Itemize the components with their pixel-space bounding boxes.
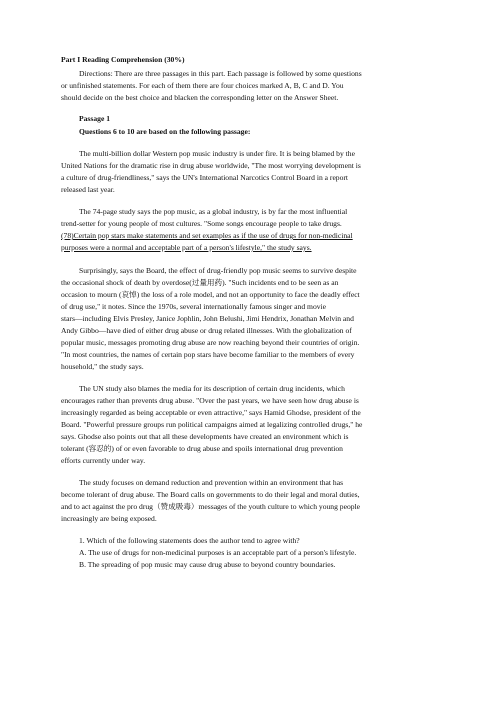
answer-option-b: B. The spreading of pop music may cause drug abuse to beyond country boundaries. (79, 560, 336, 569)
paragraph-line: "In most countries, the names of certain pop stars have become familiar to the members of every (61, 350, 355, 359)
paragraph-line: The 74-page study says the pop music, as a global industry, is by far the most influential (79, 207, 348, 216)
paragraph-line: Board. "Powerful pressure groups run political campaigns aimed at legalizing controlled drugs," he (61, 420, 363, 429)
paragraph-line: popular music, messages promoting drug abuse are now reaching beyond their countries of origin. (61, 338, 360, 347)
paragraph-line: Andy Gibbo—have died of either drug abuse or drug related illnesses. With the globalization of (61, 326, 352, 335)
paragraph-line: United Nations for the dramatic rise in drug abuse worldwide, "The most worrying development is (61, 161, 361, 170)
paragraph-line: a culture of drug-friendliness," says the UN's International Narcotics Control Board in a report (61, 173, 349, 182)
paragraph-line: of drug use," it notes. Since the 1970s, several internationally famous singer and movie (61, 302, 327, 311)
passage-title: Passage 1 (79, 114, 111, 123)
directions-line: or unfinished statements. For each of them there are four choices marked A, B, C and D. You (61, 81, 344, 90)
question-text: 1. Which of the following statements does the author tend to agree with? (79, 536, 300, 545)
paragraph-line: The UN study also blames the media for its description of certain drug incidents, which (79, 384, 345, 393)
paragraph-line: encourages rather than prevents drug abuse. "Over the past years, we have seen how drug abuse is (61, 396, 359, 405)
paragraph-line: become tolerant of drug abuse. The Board calls on governments to do their legal and moral duties, (61, 490, 360, 499)
questions-range: Questions 6 to 10 are based on the following passage: (79, 127, 251, 136)
underlined-sentence-line: (78)Certain pop stars make statements and set examples as if the use of drugs for non-medicinal (61, 231, 353, 240)
answer-option-a: A. The use of drugs for non-medicinal purposes is an acceptable part of a person's lifestyle. (79, 548, 357, 557)
paragraph-line: released last year. (61, 185, 115, 194)
paragraph-line: and to act against the pro drug（赞成吸毒）messages of the youth culture to which young people (61, 502, 361, 511)
paragraph-line: tolerant (容忍的) of or even favorable to drug abuse and spoils international drug prevention (61, 444, 343, 453)
paragraph-line: the occasional shock of death by overdose(过量用药). "Such incidents end to be seen as an (61, 278, 339, 287)
paragraph-line: efforts currently under way. (61, 456, 146, 465)
paragraph-line: trend-setter for young people of most cultures. "Some songs encourage people to take drugs. (61, 219, 342, 228)
paragraph-line: The study focuses on demand reduction and prevention within an environment that has (79, 478, 344, 487)
directions-line: should decide on the best choice and blacken the corresponding letter on the Answer Sheet. (61, 93, 339, 102)
underlined-sentence-line: purposes were a normal and acceptable part of a person's lifestyle," the study says. (61, 243, 312, 252)
paragraph-line: household," the study says. (61, 362, 144, 371)
paragraph-line: increasingly regarded as being acceptable or even attractive," says Hamid Ghodse, president of the (61, 408, 361, 417)
paragraph-line: The multi-billion dollar Western pop music industry is under fire. It is being blamed by the (79, 149, 355, 158)
directions-line: Directions: There are three passages in this part. Each passage is followed by some questions (79, 69, 362, 78)
paragraph-line: stars—including Elvis Presley, Janice Jophlin, John Belushi, Jimi Hendrix, Jonathan Melvin and (61, 314, 354, 323)
paragraph-line: occasion to mourn (哀悼) the loss of a role model, and not an opportunity to face the deadly effect (61, 290, 360, 299)
paragraph-line: increasingly are being exposed. (61, 514, 157, 523)
paragraph-line: says. Ghodse also points out that all these developments have created an environment which is (61, 432, 349, 441)
section-heading: Part I Reading Comprehension (30%) (61, 55, 185, 64)
paragraph-line: Surprisingly, says the Board, the effect of drug-friendly pop music seems to survive despite (79, 266, 357, 275)
